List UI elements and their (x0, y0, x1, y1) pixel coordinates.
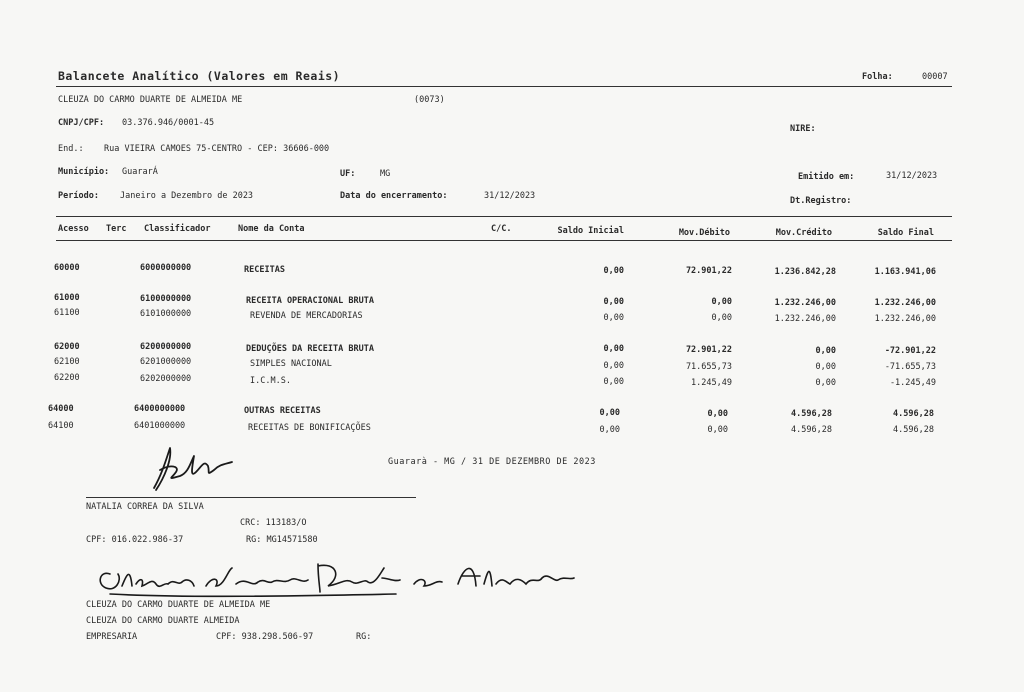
row-saldo-final: -72.901,22 (884, 346, 936, 356)
row-debito: 1.245,49 (691, 378, 732, 388)
table-top-rule (56, 216, 952, 217)
col-cc: C/C. (491, 224, 512, 234)
municipio-value: GuararÁ (122, 167, 158, 177)
registro-label: Dt.Registro: (790, 196, 852, 206)
row-saldo-inicial: 0,00 (603, 297, 624, 307)
address-value: Rua VIEIRA CAMOES 75-CENTRO - CEP: 36606-000 (104, 144, 330, 154)
col-mov-debito: Mov.Débito (678, 228, 730, 238)
row-credito: 4.596,28 (791, 409, 832, 419)
accountant-signature-line (86, 497, 416, 498)
owner-name: CLEUZA DO CARMO DUARTE ALMEIDA (86, 616, 240, 626)
row-nome: I.C.M.S. (250, 376, 291, 386)
row-nome: OUTRAS RECEITAS (244, 406, 321, 416)
row-saldo-inicial: 0,00 (603, 344, 624, 354)
uf-label: UF: (340, 169, 356, 179)
row-acesso: 64000 (48, 404, 74, 414)
row-credito: 1.236.842,28 (774, 267, 836, 277)
row-debito: 0,00 (707, 409, 728, 419)
emitido-value: 31/12/2023 (886, 171, 938, 181)
encerramento-label: Data do encerramento: (340, 191, 448, 201)
row-saldo-final: 1.232.246,00 (874, 314, 936, 324)
row-saldo-inicial: 0,00 (599, 425, 620, 435)
document-title: Balancete Analítico (Valores em Reais) (58, 69, 341, 83)
municipio-label: Município: (58, 167, 110, 177)
place-date: Guararà - MG / 31 DE DEZEMBRO DE 2023 (388, 457, 596, 467)
accountant-signature (146, 442, 242, 496)
row-saldo-inicial: 0,00 (599, 408, 620, 418)
col-saldo-final: Saldo Final (877, 228, 934, 238)
col-nome-conta: Nome da Conta (238, 224, 305, 234)
col-classificador: Classificador (144, 224, 211, 234)
owner-cpf: CPF: 938.298.506-97 (216, 632, 314, 642)
row-classificador: 6201000000 (140, 357, 192, 367)
row-nome: DEDUÇÕES DA RECEITA BRUTA (246, 344, 374, 354)
row-acesso: 62000 (54, 342, 80, 352)
accountant-cpf: CPF: 016.022.986-37 (86, 535, 184, 545)
owner-signature (96, 556, 580, 606)
row-saldo-inicial: 0,00 (603, 361, 624, 371)
emitido-label: Emitido em: (798, 172, 855, 182)
row-credito: 0,00 (815, 362, 836, 372)
company-code: (0073) (414, 95, 445, 105)
row-classificador: 6100000000 (140, 294, 192, 304)
accountant-crc: CRC: 113183/O (240, 518, 307, 528)
folha-label: Folha: (862, 72, 893, 82)
header-rule (56, 86, 952, 87)
row-nome: SIMPLES NACIONAL (250, 359, 332, 369)
row-debito: 0,00 (707, 425, 728, 435)
row-classificador: 6202000000 (140, 374, 192, 384)
cnpj-label: CNPJ/CPF: (58, 118, 105, 128)
row-acesso: 60000 (54, 263, 80, 273)
row-debito: 72.901,22 (685, 345, 732, 355)
row-classificador: 6101000000 (140, 309, 192, 319)
col-acesso: Acesso (58, 224, 89, 234)
row-saldo-final: 1.232.246,00 (874, 298, 936, 308)
row-credito: 1.232.246,00 (774, 298, 836, 308)
row-acesso: 61000 (54, 293, 80, 303)
row-saldo-final: 4.596,28 (893, 425, 934, 435)
row-credito: 0,00 (815, 346, 836, 356)
row-classificador: 6401000000 (134, 421, 186, 431)
owner-company: CLEUZA DO CARMO DUARTE DE ALMEIDA ME (86, 600, 271, 610)
row-saldo-inicial: 0,00 (603, 377, 624, 387)
nire-label: NIRE: (790, 124, 816, 134)
col-terc: Terc (106, 224, 127, 234)
row-acesso: 64100 (48, 421, 74, 431)
uf-value: MG (380, 169, 391, 179)
row-nome: RECEITAS DE BONIFICAÇÕES (248, 423, 371, 433)
row-credito: 0,00 (815, 378, 836, 388)
row-classificador: 6000000000 (140, 263, 192, 273)
row-nome: RECEITAS (244, 265, 285, 275)
row-saldo-final: 4.596,28 (893, 409, 934, 419)
row-credito: 4.596,28 (791, 425, 832, 435)
row-acesso: 62200 (54, 373, 80, 383)
folha-value: 00007 (922, 72, 948, 82)
row-nome: RECEITA OPERACIONAL BRUTA (246, 296, 374, 306)
table-header-rule (56, 240, 952, 241)
row-saldo-final: -71.655,73 (884, 362, 936, 372)
encerramento-value: 31/12/2023 (484, 191, 536, 201)
owner-role: EMPRESARIA (86, 632, 138, 642)
row-classificador: 6400000000 (134, 404, 186, 414)
row-acesso: 61100 (54, 308, 80, 318)
row-saldo-inicial: 0,00 (603, 313, 624, 323)
col-saldo-inicial: Saldo Inicial (557, 226, 624, 236)
address-label: End.: (58, 144, 84, 154)
col-mov-credito: Mov.Crédito (775, 228, 832, 238)
row-debito: 0,00 (711, 297, 732, 307)
accountant-rg: RG: MG14571580 (246, 535, 318, 545)
row-debito: 0,00 (711, 313, 732, 323)
row-debito: 72.901,22 (685, 266, 732, 276)
periodo-label: Período: (58, 191, 99, 201)
cnpj-value: 03.376.946/0001-45 (122, 118, 215, 128)
row-debito: 71.655,73 (685, 362, 732, 372)
periodo-value: Janeiro a Dezembro de 2023 (120, 191, 254, 201)
row-nome: REVENDA DE MERCADORIAS (250, 311, 363, 321)
row-saldo-final: 1.163.941,06 (874, 267, 936, 277)
row-acesso: 62100 (54, 357, 80, 367)
row-classificador: 6200000000 (140, 342, 192, 352)
row-saldo-inicial: 0,00 (603, 266, 624, 276)
owner-rg: RG: (356, 632, 372, 642)
accountant-name: NATALIA CORREA DA SILVA (86, 502, 204, 512)
company-name: CLEUZA DO CARMO DUARTE DE ALMEIDA ME (58, 95, 243, 105)
row-credito: 1.232.246,00 (774, 314, 836, 324)
row-saldo-final: -1.245,49 (889, 378, 936, 388)
